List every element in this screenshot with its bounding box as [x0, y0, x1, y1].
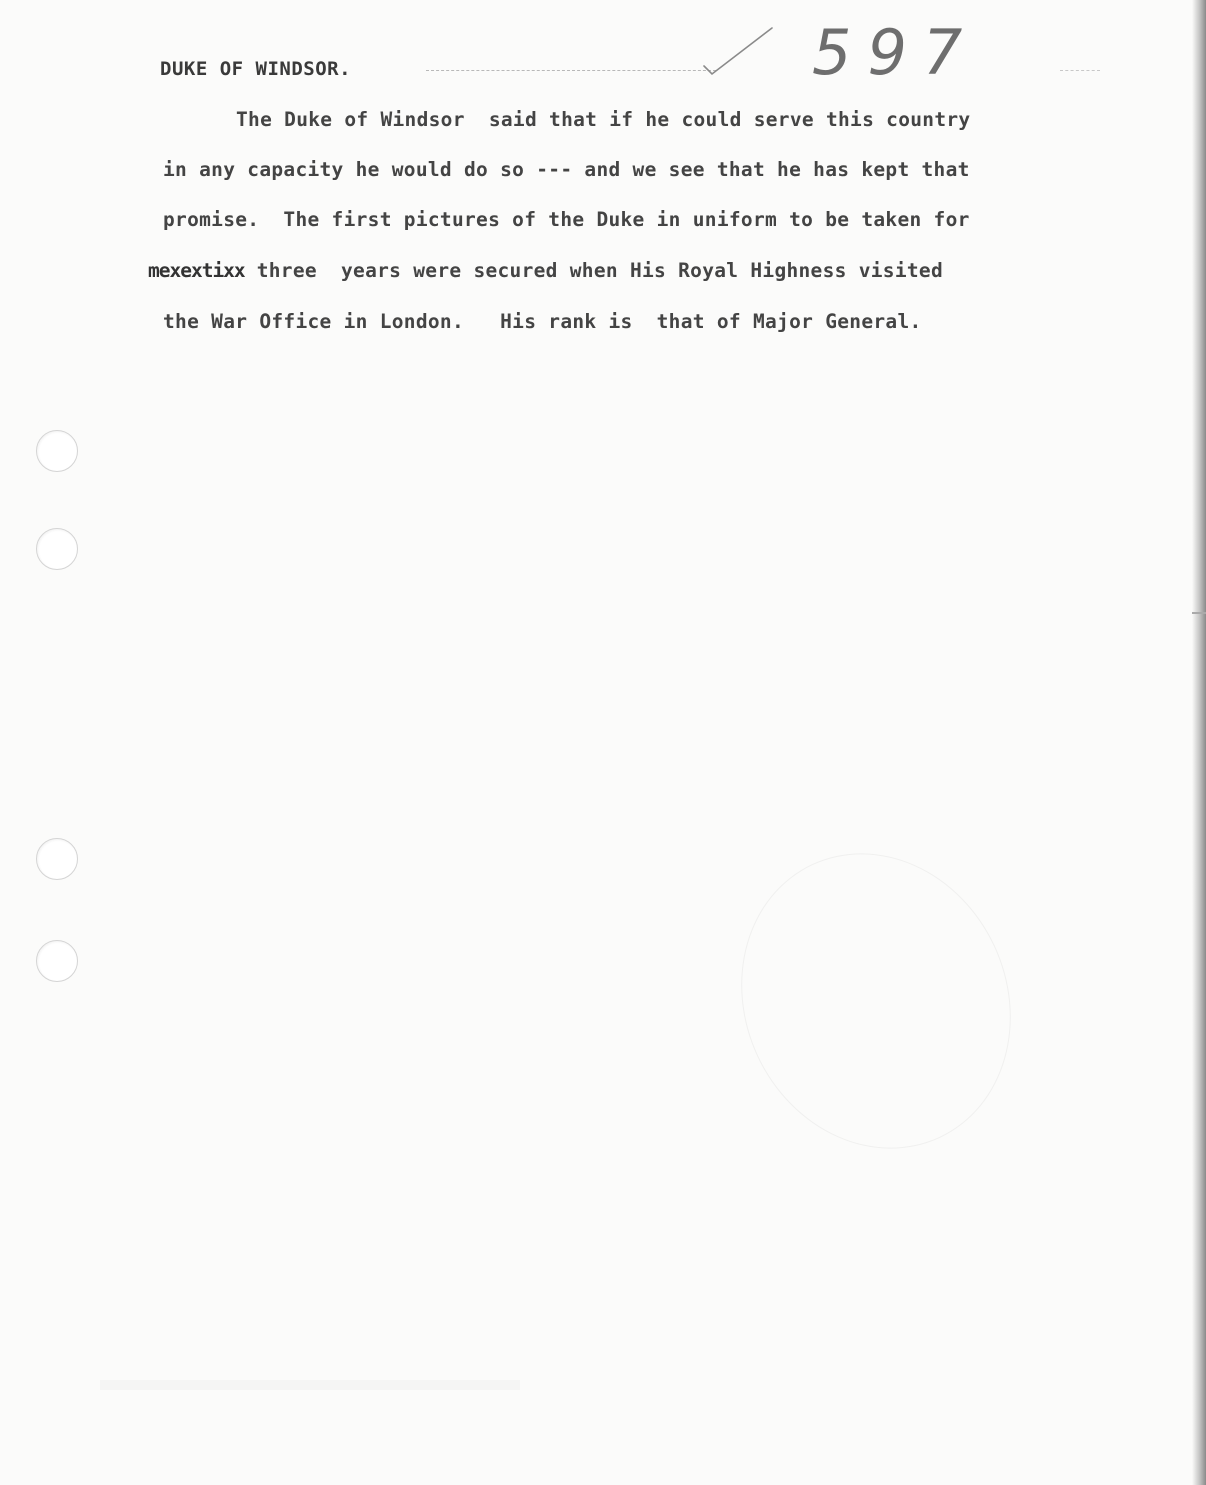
punch-hole	[36, 528, 78, 570]
punch-hole	[36, 838, 78, 880]
body-line-5: the War Office in London. His rank is that of Major General.	[163, 310, 922, 333]
title-dashed-rule-end	[1060, 70, 1100, 71]
body-line-3: promise. The first pictures of the Duke in uniform to be taken for	[163, 208, 970, 231]
body-line-2: in any capacity he would do so --- and we see that he has kept that	[163, 158, 970, 181]
document-title: DUKE OF WINDSOR.	[160, 58, 352, 80]
handwritten-page-number: 597	[812, 16, 979, 89]
title-dashed-rule	[426, 70, 716, 71]
body-line-4-text: three years were secured when His Royal Highness visited	[256, 259, 943, 282]
body-line-1: The Duke of Windsor said that if he could serve this country	[236, 108, 971, 131]
scan-edge	[1192, 0, 1206, 1485]
scan-edge-mark	[1192, 612, 1206, 614]
punch-hole	[36, 940, 78, 982]
checkmark-icon	[700, 20, 780, 80]
struck-out-text: mexextixx	[148, 259, 245, 282]
punch-hole	[36, 430, 78, 472]
body-line-4	[148, 259, 943, 282]
bleed-through-footer	[100, 1380, 520, 1390]
bleed-through-mark	[693, 809, 1058, 1193]
